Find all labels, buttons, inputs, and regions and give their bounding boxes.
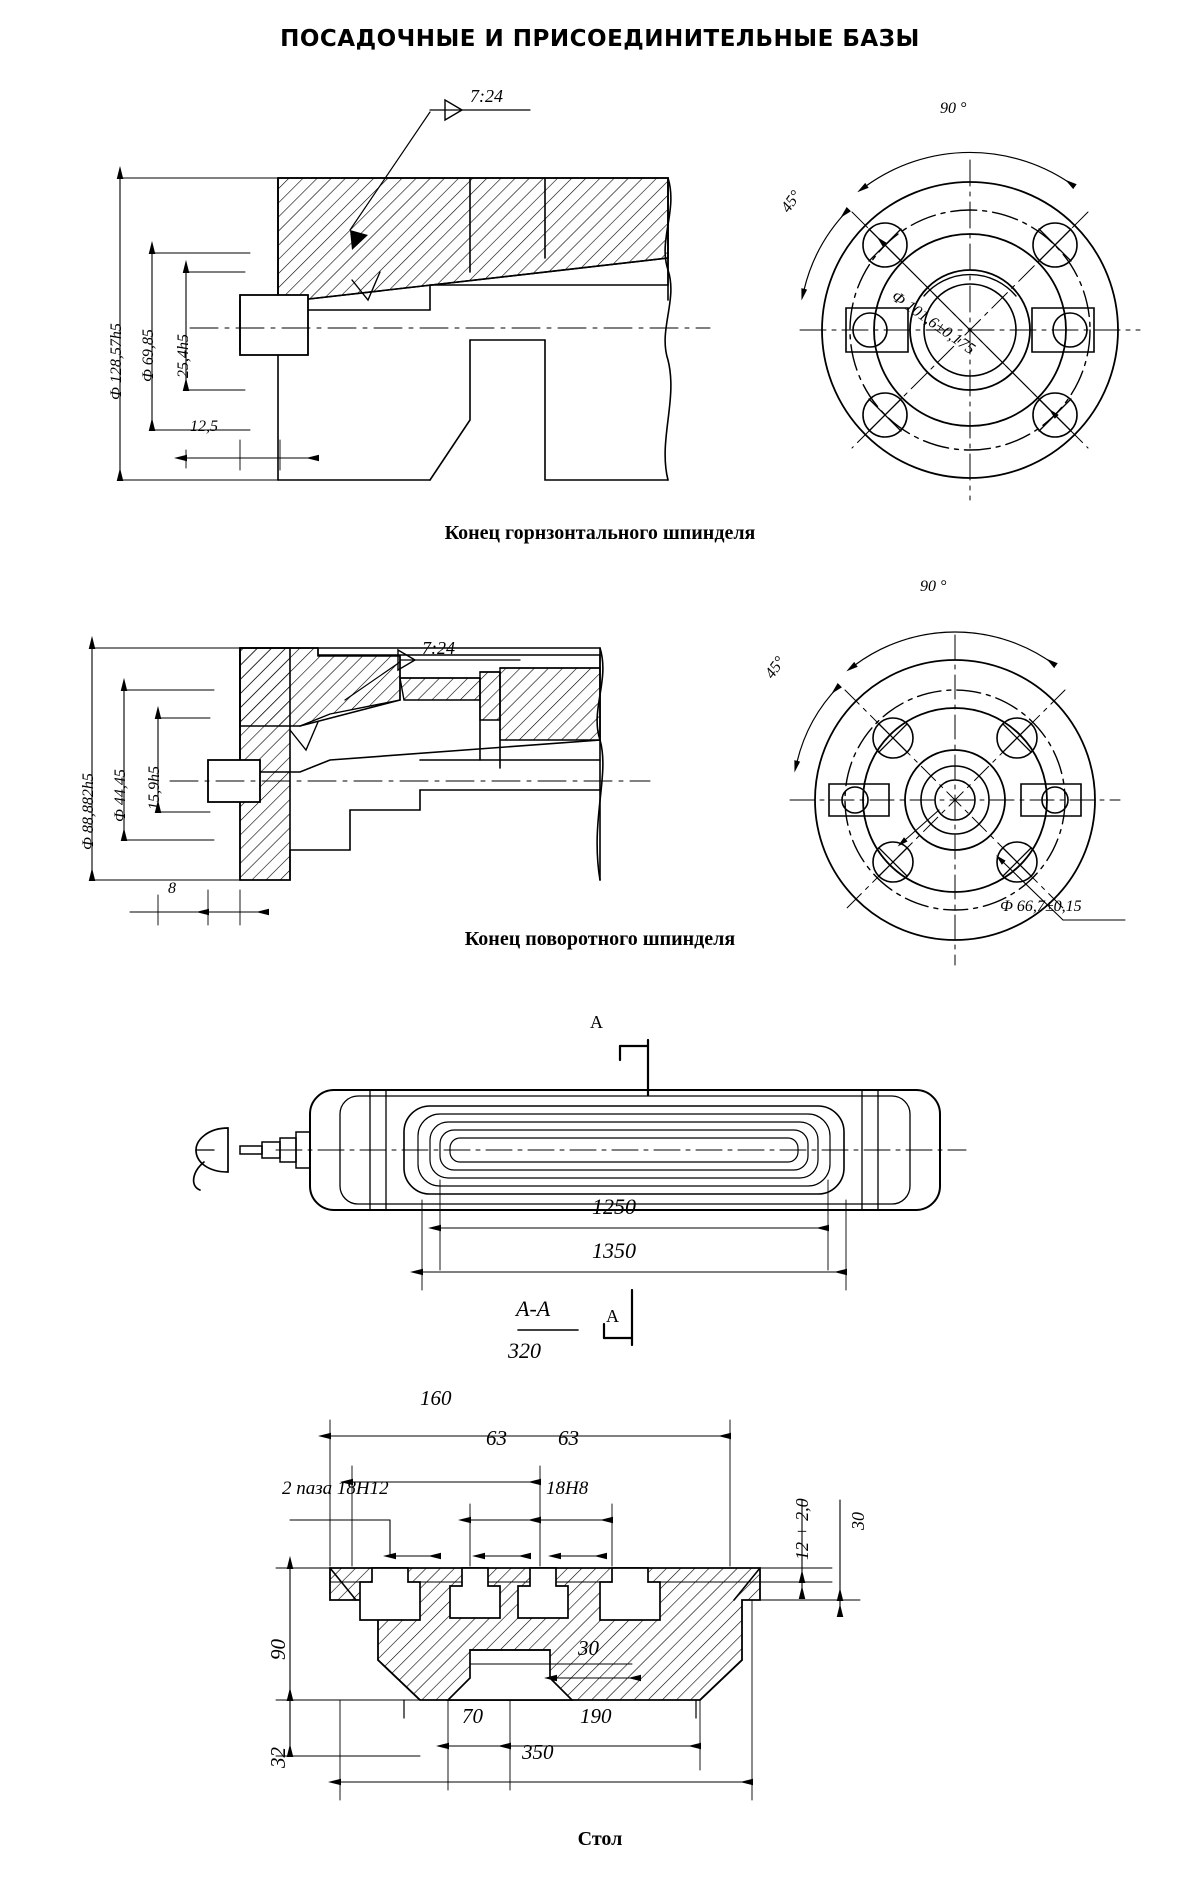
dim-table-working-length: 1250 [592, 1194, 636, 1219]
section-mark-a-bottom: A [606, 1306, 619, 1326]
angle-90-rotary: 90 ° [920, 578, 947, 595]
slot-center-note: 18Н8 [546, 1478, 589, 1499]
dim-horizontal-mid: 25,4h5 [175, 334, 192, 378]
dim-table-total-length: 1350 [592, 1238, 636, 1263]
dim-30-center: 30 [578, 1636, 599, 1660]
page-title: ПОСАДОЧНЫЕ И ПРИСОЕДИНИТЕЛЬНЫЕ БАЗЫ [280, 26, 920, 52]
dim-70: 70 [462, 1704, 483, 1728]
section-mark-a-top: A [590, 1012, 603, 1032]
taper-horizontal: 7:24 [470, 86, 503, 106]
slots-note: 2 паза 18Н12 [282, 1478, 389, 1499]
dim-rotary-small: 8 [168, 880, 176, 897]
caption-table: Стол [577, 1828, 623, 1850]
dim-63-left: 63 [486, 1426, 507, 1450]
dim-32: 32 [266, 1747, 290, 1768]
dim-350: 350 [522, 1740, 554, 1764]
bolt-circle-horizontal: Ф 101,6±0,175 [888, 288, 978, 358]
dim-rotary-inner: Ф 44,45 [112, 769, 129, 822]
dim-horizontal-outer: Ф 128,57h5 [108, 323, 125, 400]
dim-horizontal-inner: Ф 69,85 [140, 329, 157, 382]
dim-rotary-mid: 15,9h5 [146, 766, 163, 810]
dim-90: 90 [266, 1639, 290, 1660]
caption-horizontal-spindle: Конец горнзонтального шпинделя [444, 522, 756, 544]
dim-160: 160 [420, 1386, 452, 1410]
bolt-circle-rotary: Ф 66,7±0,15 [1000, 898, 1082, 915]
angle-45-horizontal: 45° [778, 187, 805, 216]
angle-90-horizontal: 90 ° [940, 100, 967, 117]
dim-30-right: 30 [848, 1512, 868, 1530]
angle-45-rotary: 45° [762, 653, 789, 682]
dim-horizontal-small: 12,5 [190, 418, 218, 435]
dim-rotary-outer: Ф 88,882h5 [80, 773, 97, 850]
section-label-aa: А-А [516, 1296, 551, 1321]
dim-63-right: 63 [558, 1426, 579, 1450]
dim-12-plus: 12 + 2,0 [792, 1498, 812, 1560]
caption-rotary-spindle: Конец поворотного шпинделя [464, 928, 736, 950]
dim-190: 190 [580, 1704, 612, 1728]
dim-table-width: 320 [508, 1338, 541, 1363]
taper-rotary: 7:24 [422, 638, 455, 658]
